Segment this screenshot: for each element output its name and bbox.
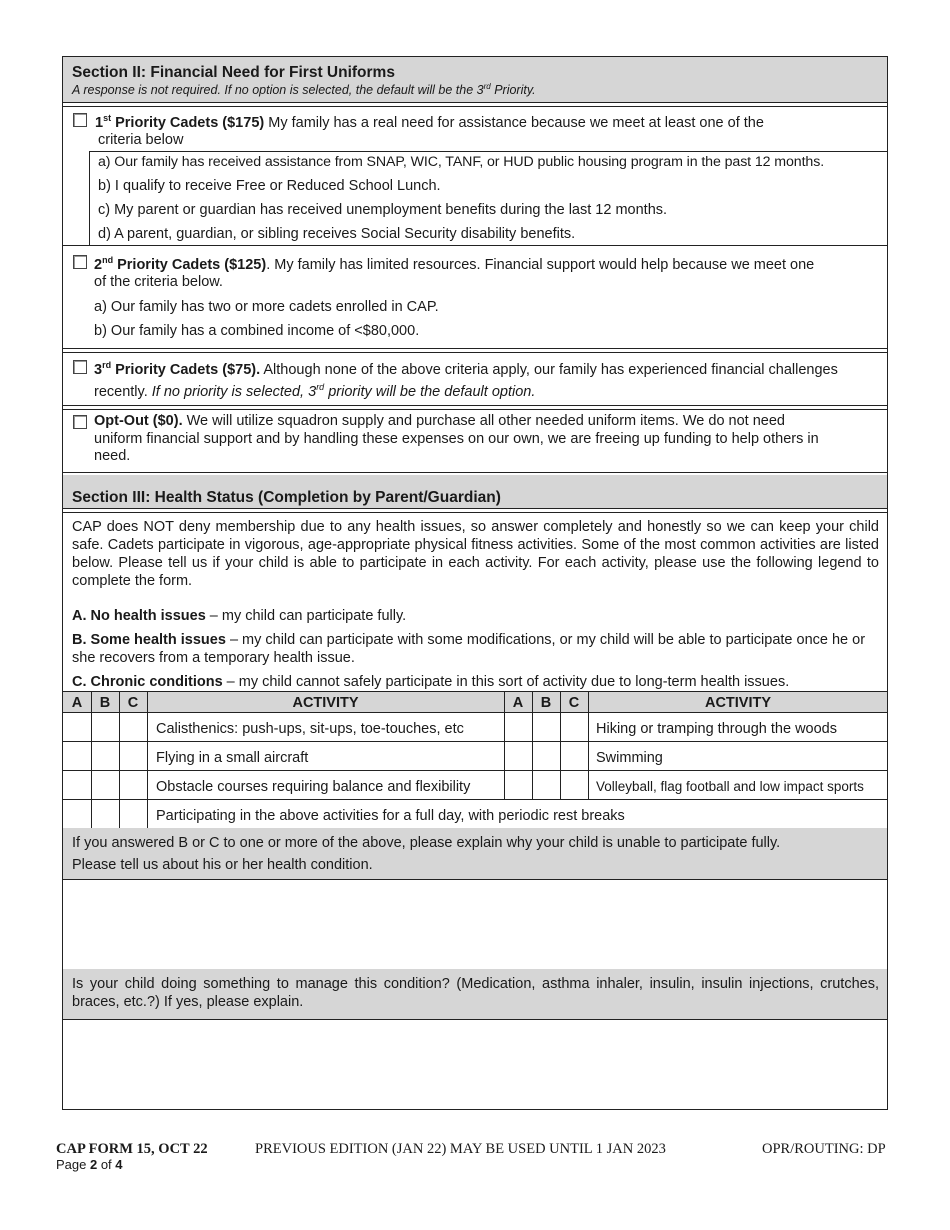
section-2-subtitle: A response is not required. If no option is selected, the default will be the 3rd Priority. bbox=[72, 82, 536, 98]
header-activity-right: ACTIVITY bbox=[704, 695, 772, 711]
priority-1-checkbox[interactable] bbox=[73, 113, 87, 127]
priority-3-text: 3rd Priority Cadets ($75). Although none of the above criteria apply, our family has experienced financial challenges recently. If no priority is selected, 3rd priority will be the default option. bbox=[94, 360, 838, 401]
header-b-right: B bbox=[540, 695, 552, 711]
rating-cell[interactable] bbox=[64, 713, 91, 741]
question-1-answer-field[interactable] bbox=[63, 880, 887, 969]
activity-right-3: Volleyball, flag football and low impact sports bbox=[596, 779, 864, 794]
routing: OPR/ROUTING: DP bbox=[762, 1141, 886, 1157]
rating-cell[interactable] bbox=[92, 713, 119, 741]
priority-1-item-c: c) My parent or guardian has received unemployment benefits during the last 12 months. bbox=[98, 202, 668, 218]
header-b-left: B bbox=[99, 695, 111, 711]
priority-2-item-b: b) Our family has a combined income of <$80,000. bbox=[94, 323, 420, 339]
form-id: CAP FORM 15, OCT 22 bbox=[56, 1141, 208, 1157]
page-number: Page 2 of 4 bbox=[56, 1157, 123, 1172]
priority-3-checkbox[interactable] bbox=[73, 360, 87, 374]
priority-1-item-b: b) I qualify to receive Free or Reduced School Lunch. bbox=[98, 178, 441, 194]
activity-right-1: Hiking or tramping through the woods bbox=[596, 721, 837, 737]
priority-1-item-a: a) Our family has received assistance from SNAP, WIC, TANF, or HUD public housing program in the past 12 months. bbox=[98, 154, 825, 170]
rating-cell[interactable] bbox=[505, 713, 532, 741]
form-page bbox=[62, 56, 888, 1110]
question-2-header: Is your child doing something to manage this condition? (Medication, asthma inhaler, insulin, insulin injections, crutches, braces, etc.?) If yes, please explain. bbox=[63, 969, 887, 1019]
rating-cell[interactable] bbox=[533, 713, 560, 741]
activity-right-2: Swimming bbox=[596, 750, 663, 766]
activity-left-1: Calisthenics: push-ups, sit-ups, toe-touches, etc bbox=[156, 721, 464, 737]
header-c-right: C bbox=[568, 695, 580, 711]
activity-left-2: Flying in a small aircraft bbox=[156, 750, 309, 766]
section-3-header bbox=[63, 475, 887, 509]
activity-left-3: Obstacle courses requiring balance and flexibility bbox=[156, 779, 471, 795]
priority-1-item-d: d) A parent, guardian, or sibling receives Social Security disability benefits. bbox=[98, 226, 576, 242]
section-2-header bbox=[63, 57, 887, 102]
health-intro: CAP does NOT deny membership due to any health issues, so answer completely and honestly so we can keep your child safe. Cadets participate in vigorous, age-appropriate physical fitness activities. Some of the most common activities are listed below. Please tell us if your child is able to participate in each activity. For each activity, please use the following legend to complete the form. bbox=[72, 519, 879, 589]
priority-1-text: 1st Priority Cadets ($175) My family has a real need for assistance because we meet at least one of the criteria below bbox=[95, 113, 764, 149]
legend-a: A. No health issues – my child can participate fully. bbox=[72, 608, 407, 624]
legend-b: B. Some health issues – my child can participate with some modifications, or my child will be able to participate once he or she recovers from a temporary health issue. bbox=[72, 632, 866, 666]
section-3-title: Section III: Health Status (Completion by Parent/Guardian) bbox=[72, 489, 501, 506]
priority-2-label: 2nd Priority Cadets ($125) bbox=[94, 255, 267, 273]
question-2-answer-field[interactable] bbox=[63, 1020, 887, 1109]
activity-full-row: Participating in the above activities for a full day, with periodic rest breaks bbox=[156, 808, 625, 824]
edition-note: PREVIOUS EDITION (JAN 22) MAY BE USED UNTIL 1 JAN 2023 bbox=[255, 1141, 666, 1157]
priority-2-checkbox[interactable] bbox=[73, 255, 87, 269]
question-1-header: If you answered B or C to one or more of the above, please explain why your child is unable to participate fully. Please tell us about his or her health condition. bbox=[63, 828, 887, 879]
header-activity-left: ACTIVITY bbox=[292, 695, 359, 711]
opt-out-label: Opt-Out ($0). bbox=[94, 413, 183, 429]
priority-2-text: 2nd Priority Cadets ($125). My family has limited resources. Financial support would help because we meet one of the criteria below. bbox=[94, 255, 815, 291]
legend-c: C. Chronic conditions – my child cannot safely participate in this sort of activity due to long-term health issues. bbox=[72, 674, 790, 690]
opt-out-checkbox[interactable] bbox=[73, 415, 87, 429]
rating-cell[interactable] bbox=[561, 713, 588, 741]
header-a-right: A bbox=[512, 695, 524, 711]
header-c-left: C bbox=[127, 695, 139, 711]
priority-2-item-a: a) Our family has two or more cadets enrolled in CAP. bbox=[94, 299, 439, 315]
rating-cell[interactable] bbox=[120, 713, 147, 741]
section-2-title: Section II: Financial Need for First Uniforms bbox=[72, 64, 395, 81]
priority-1-label: 1st Priority Cadets ($175) bbox=[95, 113, 265, 131]
header-a-left: A bbox=[71, 695, 83, 711]
priority-3-label: 3rd Priority Cadets ($75). bbox=[94, 360, 261, 378]
opt-out-text: Opt-Out ($0). We will utilize squadron supply and purchase all other needed uniform items. We do not need uniform financial support and by handling these expenses on our own, we are freeing up funding to help others in need. bbox=[94, 413, 819, 464]
